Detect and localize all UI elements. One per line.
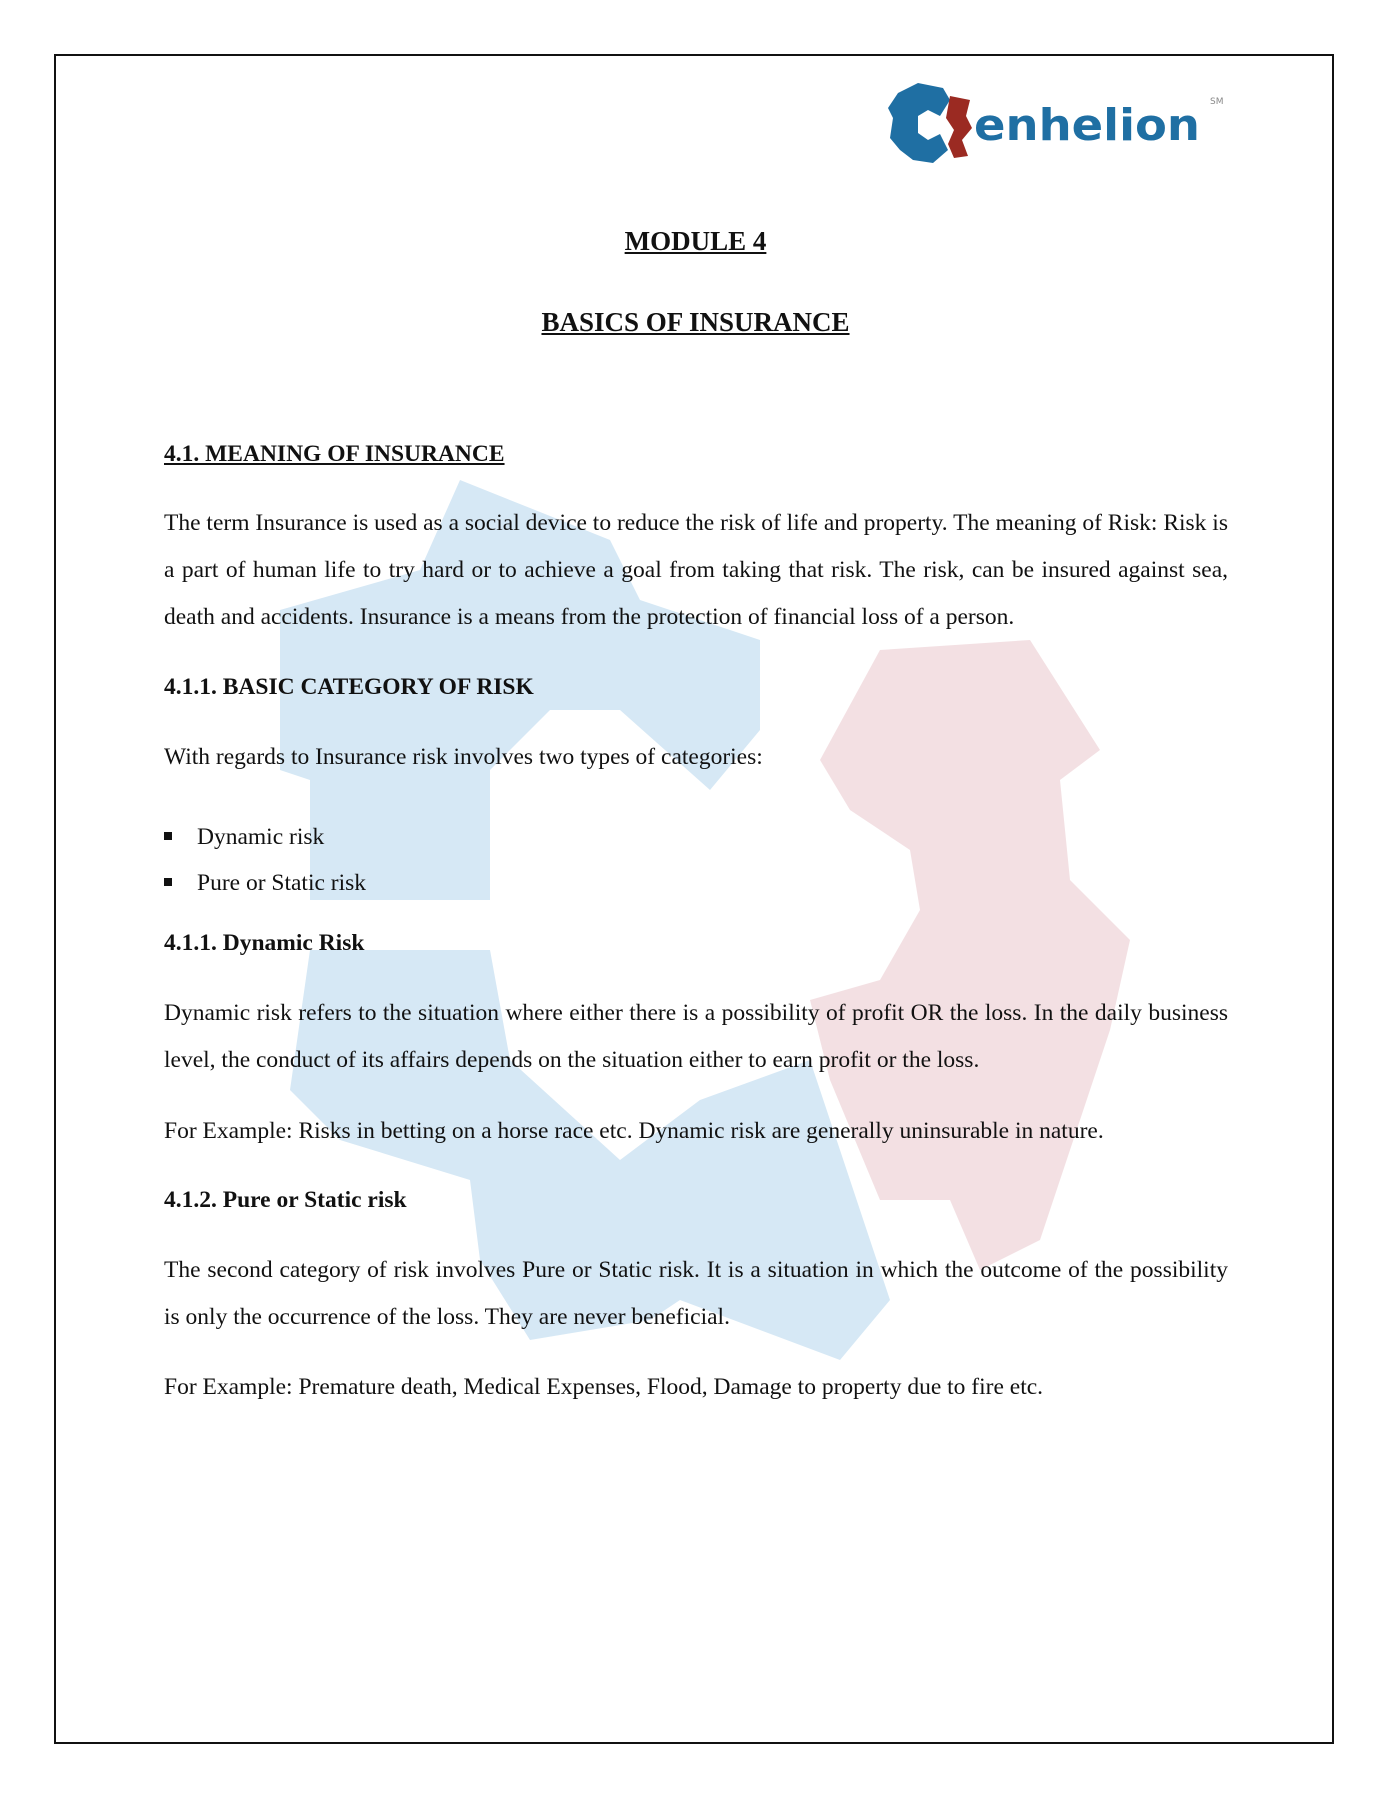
section-heading: 4.1.1. Dynamic Risk [164,930,365,956]
list-item [164,860,1228,906]
bullet-icon [164,832,172,840]
page-subtitle: BASICS OF INSURANCE [541,307,850,337]
document-body [164,218,1228,1411]
section-heading: 4.1.1. BASIC CATEGORY OF RISK [164,674,534,700]
paragraph: The second category of risk involves Pure or Static risk. It is a situation in which the outcome of the possibility is only the occurrence of the loss. They are never beneficial. [164,1257,1228,1330]
section-heading: 4.1.2. Pure or Static risk [164,1187,407,1213]
gear-logo-icon [888,78,1233,168]
list-item [164,814,1228,860]
list-item-label: Pure or Static risk [197,870,367,896]
list-item-label: Dynamic risk [197,824,325,850]
module-title: MODULE 4 [624,226,767,256]
bullet-icon [164,878,172,886]
paragraph: For Example: Premature death, Medical Expenses, Flood, Damage to property due to fire etc. [164,1374,1044,1400]
paragraph: The term Insurance is used as a social device to reduce the risk of life and property. The meaning of Risk: Risk is a part of human life to try hard or to achieve a goal from taking that risk. The risk, can be insured against sea, death and accidents. Insurance is a means from the protection of financial loss of a person. [164,510,1228,630]
paragraph: For Example: Risks in betting on a horse race etc. Dynamic risk are generally uninsurable in nature. [164,1118,1104,1144]
enhelion-logo [888,78,1233,168]
section-heading: 4.1. MEANING OF INSURANCE [164,441,505,467]
svg-text:enhelion: enhelion [974,100,1200,151]
svg-text:SM: SM [1210,97,1224,107]
paragraph: Dynamic risk refers to the situation where either there is a possibility of profit OR the loss. In the daily business level, the conduct of its affairs depends on the situation either to earn profit or the loss. [164,1000,1228,1073]
paragraph: With regards to Insurance risk involves two types of categories: [164,744,763,770]
